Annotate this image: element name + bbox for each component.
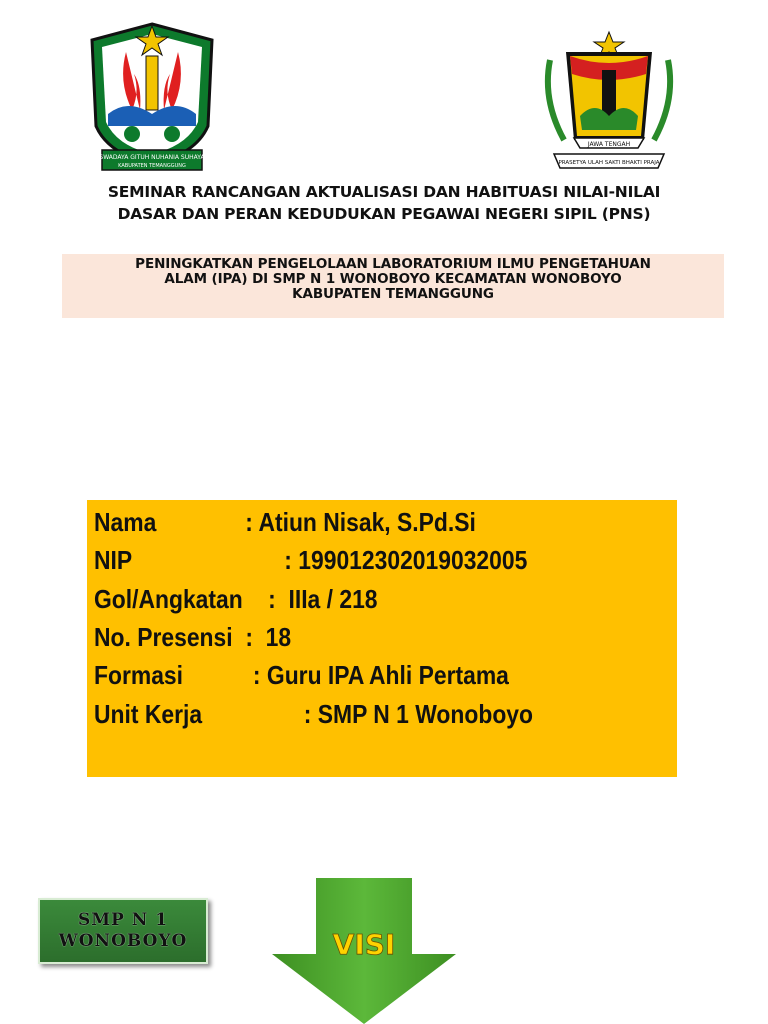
visi-label: VISI [332, 928, 396, 961]
identity-unit-kerja: Unit Kerja : SMP N 1 Wonoboyo [94, 699, 534, 729]
right-logo-motto: PRASETYA ULAH SAKTI BHAKTI PRAJA [558, 160, 660, 166]
visi-arrow-button[interactable] [272, 878, 456, 1024]
jawa-tengah-emblem-logo [540, 30, 678, 172]
seminar-title-line2: DASAR DAN PERAN KEDUDUKAN PEGAWAI NEGERI SIPIL (PNS) [117, 205, 651, 223]
left-logo-region: KABUPATEN TEMANGGUNG [118, 163, 186, 169]
right-logo-banner: JAWA TENGAH [587, 141, 631, 148]
identity-nama: Nama : Atiun Nisak, S.Pd.Si [94, 507, 476, 537]
project-title-line1: PENINGKATKAN PENGELOLAAN LABORATORIUM ILMU PENGETAHUAN [135, 256, 651, 272]
school-button-line2: WONOBOYO [58, 931, 188, 951]
seminar-title-line1: SEMINAR RANCANGAN AKTUALISASI DAN HABITUASI NILAI-NILAI [107, 183, 661, 201]
project-title-line3: KABUPATEN TEMANGGUNG [292, 286, 494, 302]
project-title [62, 257, 724, 302]
smp-n1-wonoboyo-button[interactable] [38, 898, 208, 964]
school-button-line1: SMP N 1 [77, 910, 169, 930]
project-title-line2: ALAM (IPA) DI SMP N 1 WONOBOYO KECAMATAN WONOBOYO [164, 271, 622, 287]
identity-formasi: Formasi : Guru IPA Ahli Pertama [94, 660, 509, 690]
identity-nip: NIP : 199012302019032005 [94, 545, 528, 575]
identity-presensi: No. Presensi : 18 [94, 622, 292, 652]
seminar-title [40, 181, 728, 225]
left-logo-motto: SWADAYA GITUH NUHANIA SUHAYA [99, 154, 205, 161]
temanggung-emblem-logo [88, 22, 216, 174]
identity-golongan: Gol/Angkatan : IIIa / 218 [94, 584, 378, 614]
